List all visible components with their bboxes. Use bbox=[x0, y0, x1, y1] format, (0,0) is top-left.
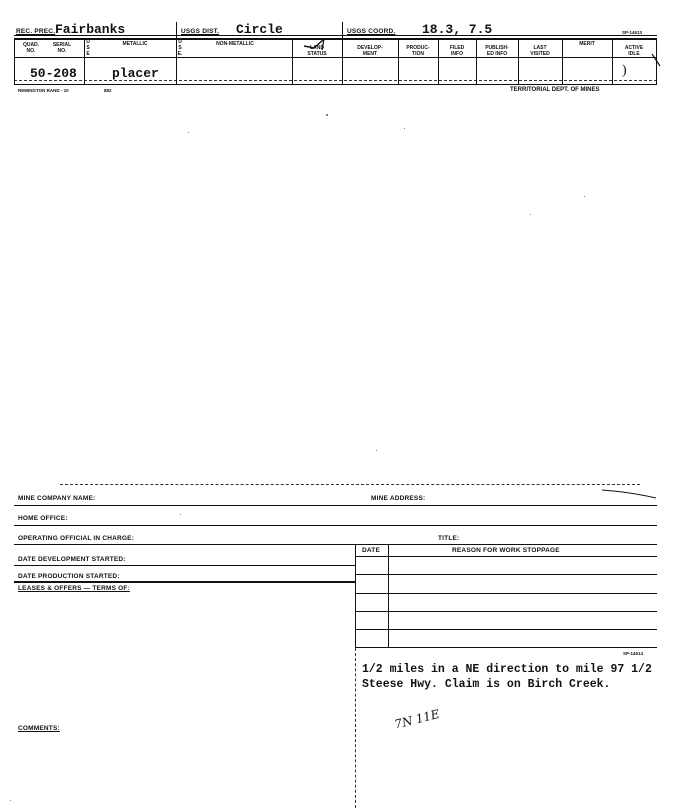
check-mark-icon bbox=[300, 36, 340, 52]
col-serial-no: SERIAL NO. bbox=[52, 42, 72, 54]
edge-curve bbox=[600, 484, 660, 500]
col-use-metallic: U S E bbox=[86, 39, 90, 57]
usgs-coord-label: USGS COORD. bbox=[347, 28, 396, 35]
col-non-metallic: NON-METALLIC bbox=[216, 41, 254, 47]
col-active-idle: ACTIVE IDLE bbox=[624, 45, 644, 57]
rec-prec-label: REC. PREC. bbox=[16, 28, 56, 35]
location-note-line2: Steese Hwy. Claim is on Birch Creek. bbox=[362, 678, 611, 691]
row-active-mark: ) bbox=[622, 63, 627, 78]
col-filed-info: FILED INFO bbox=[449, 45, 465, 57]
form-code-bottom: SP-14614 bbox=[623, 651, 644, 656]
comments-label: COMMENTS: bbox=[18, 725, 60, 732]
col-quad-no: QUAD. NO. bbox=[22, 42, 40, 54]
col-metallic: METALLIC bbox=[122, 41, 148, 47]
home-office-label: HOME OFFICE: bbox=[18, 515, 68, 522]
col-use-nonmetallic: U S E. bbox=[177, 39, 183, 57]
mine-address-label: MINE ADDRESS: bbox=[371, 495, 426, 502]
mine-company-name-label: MINE COMPANY NAME: bbox=[18, 495, 96, 502]
usgs-coord-value: 18.3, 7.5 bbox=[422, 22, 493, 37]
row-metallic: placer bbox=[112, 66, 159, 81]
row-quad-serial: 50-208 bbox=[30, 66, 77, 81]
date-prod-started-label: DATE PRODUCTION STARTED: bbox=[18, 573, 120, 580]
col-last-visited: LAST VISITED bbox=[530, 45, 550, 57]
printer-code: 882 bbox=[104, 88, 112, 93]
dept-name: TERRITORIAL DEPT. OF MINES bbox=[510, 87, 600, 93]
date-dev-started-label: DATE DEVELOPMENT STARTED: bbox=[18, 556, 126, 563]
form-code-top: SP-14613 bbox=[622, 30, 643, 35]
stoppage-date-header: DATE bbox=[362, 547, 381, 554]
col-land-status: LAND STATUS bbox=[307, 45, 327, 57]
operating-official-label: OPERATING OFFICIAL IN CHARGE: bbox=[18, 535, 135, 542]
col-production: PRODUC- TION bbox=[406, 45, 430, 57]
slash-mark-icon bbox=[650, 52, 664, 68]
stoppage-reason-header: REASON FOR WORK STOPPAGE bbox=[452, 547, 560, 554]
printer-credit: REMINGTON RAND - 10 bbox=[18, 88, 69, 93]
usgs-dist-value: Circle bbox=[236, 22, 283, 37]
leases-label: LEASES & OFFERS — TERMS OF: bbox=[18, 585, 130, 592]
usgs-dist-label: USGS DIST. bbox=[181, 28, 220, 35]
rec-prec-value: Fairbanks bbox=[55, 22, 126, 37]
col-development: DEVELOP- MENT bbox=[357, 45, 383, 57]
col-published-info: PUBLISH- ED INFO bbox=[485, 45, 509, 57]
title-label: TITLE: bbox=[438, 535, 460, 542]
handwritten-township: 7N 11E bbox=[393, 706, 442, 732]
col-merit: MERIT bbox=[579, 41, 595, 47]
location-note-line1: 1/2 miles in a NE direction to mile 97 1/2 bbox=[362, 663, 652, 676]
